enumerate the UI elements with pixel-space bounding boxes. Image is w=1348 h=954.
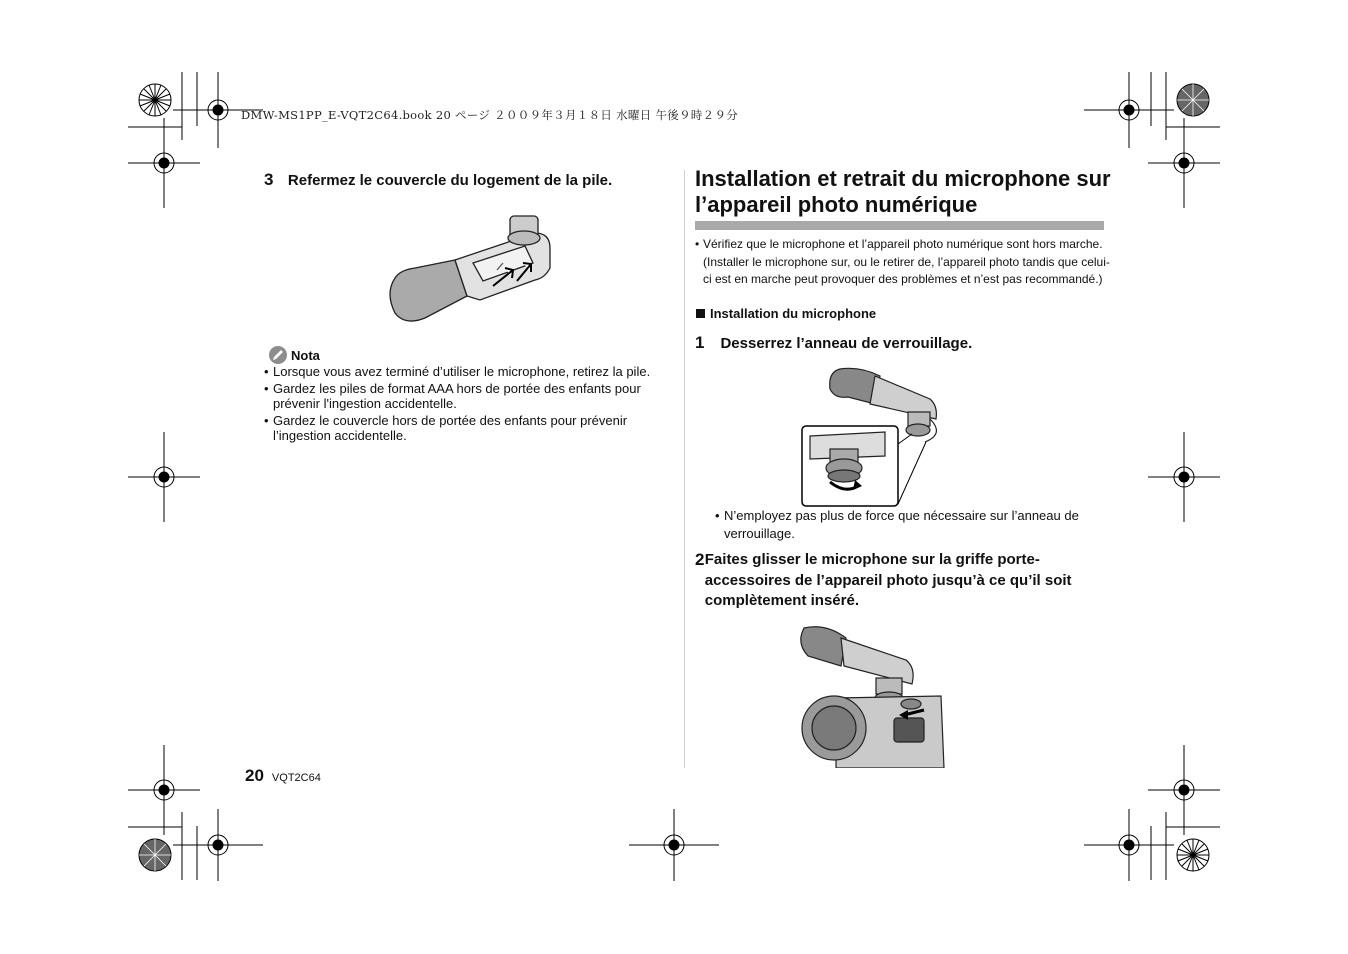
registration-starburst-icon	[139, 84, 171, 116]
page-number: 20	[245, 766, 264, 785]
step-1	[695, 333, 972, 353]
slide-microphone-onto-camera-illustration	[796, 618, 946, 768]
loosen-lock-ring-illustration	[800, 364, 945, 509]
square-bullet-icon	[696, 309, 705, 318]
step-number: 2	[695, 550, 705, 569]
nota-pencil-icon	[268, 345, 288, 365]
column-divider	[684, 170, 685, 768]
page-footer	[245, 766, 321, 786]
step-text: Desserrez l’anneau de verrouillage.	[720, 335, 973, 352]
step-number: 3	[264, 170, 274, 189]
nota-title: Nota	[291, 347, 320, 363]
step-2	[695, 550, 1105, 612]
nota-list	[264, 364, 684, 445]
document-code: VQT2C64	[271, 772, 321, 784]
step-3	[264, 170, 612, 190]
step-1-note: • N’employez pas plus de force que nécessaire sur l’anneau de verrouillage.	[715, 508, 1079, 541]
step-number: 1	[695, 333, 705, 352]
step-text: Refermez le couvercle du logement de la pile.	[287, 172, 613, 189]
list-item: • Lorsque vous avez terminé d’utiliser le microphone, retirez la pile.	[264, 364, 651, 379]
list-item: • Gardez le couvercle hors de portée des enfants pour prévenir l’ingestion accidentelle.	[264, 413, 628, 443]
title-underline-bar	[695, 221, 1104, 230]
subsection-heading: Installation du microphone	[696, 306, 876, 321]
nota-header	[268, 345, 320, 365]
intro-note: • Vérifiez que le microphone et l’appareil photo numérique sont hors marche. (Installer le microphone sur, ou le retirer de, l’appareil photo tandis que celui-ci est en marche peut provoquer des problèmes et n’est pas recommandé.)	[695, 237, 1110, 286]
section-title: Installation et retrait du microphone sur l’appareil photo numérique	[695, 166, 1111, 217]
print-header-line: DMW-MS1PP_E-VQT2C64.book 20 ページ ２００９年３月１８日 水曜日 午後９時２９分	[241, 108, 739, 122]
microphone-battery-cover-illustration	[385, 208, 560, 326]
list-item: • Gardez les piles de format AAA hors de portée des enfants pour prévenir l'ingestion accidentelle.	[264, 381, 641, 411]
step-text: Faites glisser le microphone sur la griffe porte-accessoires de l’appareil photo jusqu’à ce qu’il soit complètement inséré.	[704, 551, 1072, 609]
